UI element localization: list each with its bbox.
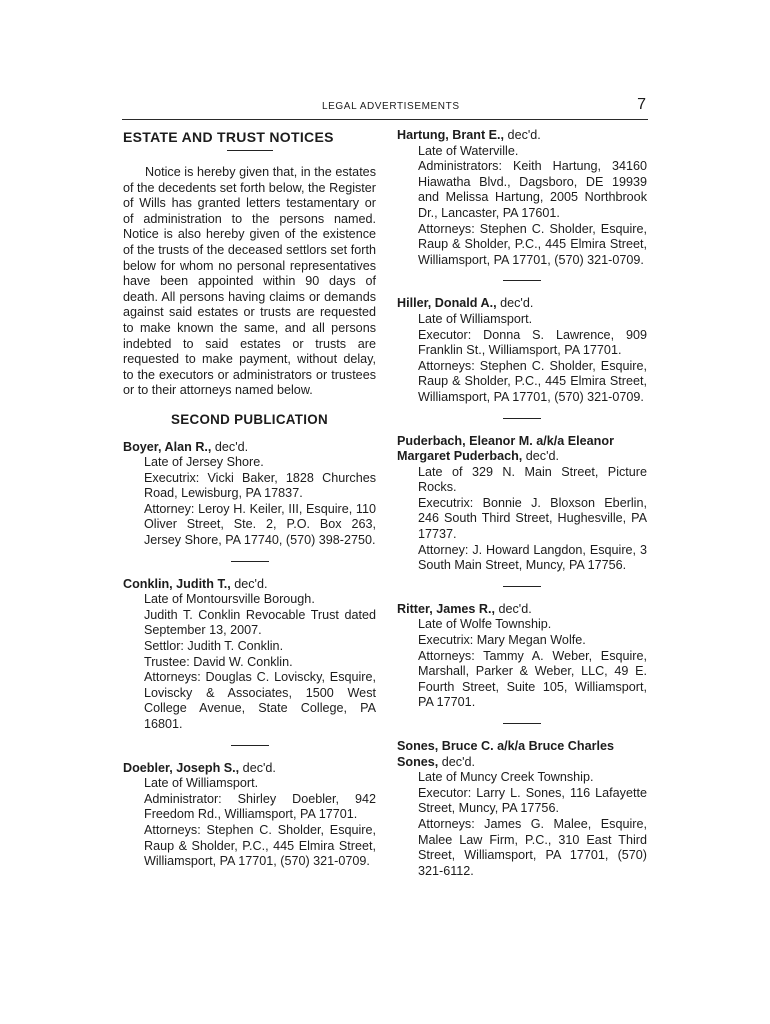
decedent-suffix: dec'd. xyxy=(230,576,268,591)
entry-divider xyxy=(503,280,541,281)
entry-detail: Attorneys: Stephen C. Sholder, Esquire, Raup & Sholder, P.C., 445 Elmira Street, Williamsport, PA 17701, (570) 321-0709. xyxy=(418,221,647,267)
entry-detail: Late of Williamsport. xyxy=(144,776,259,791)
entry-divider xyxy=(503,418,541,419)
entry-detail: Attorneys: Douglas C. Loviscky, Esquire, Loviscky & Associates, 1500 West College Avenue, State College, PA 16801. xyxy=(144,670,376,731)
decedent-line xyxy=(123,440,376,456)
right-entry-list xyxy=(397,128,647,879)
entry-detail: Executrix: Vicki Baker, 1828 Churches Road, Lewisburg, PA 17837. xyxy=(144,470,376,501)
entry-detail: Late of Williamsport. xyxy=(418,311,533,326)
decedent-suffix: dec'd. xyxy=(438,754,476,769)
decedent-name: Conklin, Judith T., xyxy=(123,576,231,591)
running-head: LEGAL ADVERTISEMENTS xyxy=(322,101,460,112)
entry-detail: Judith T. Conklin Revocable Trust dated September 13, 2007. xyxy=(144,607,376,638)
entry-detail: Late of Waterville. xyxy=(418,143,519,158)
decedent-name: Puderbach, Eleanor M. a/k/a Eleanor Margaret Puderbach, xyxy=(397,433,614,464)
decedent-name: Doebler, Joseph S., xyxy=(123,760,240,775)
left-column xyxy=(123,128,376,870)
decedent-suffix: dec'd. xyxy=(495,601,532,616)
title-divider xyxy=(227,150,273,151)
entry-detail: Attorney: J. Howard Langdon, Esquire, 3 South Main Street, Muncy, PA 17756. xyxy=(418,542,647,573)
entry-detail: Administrators: Keith Hartung, 34160 Hiawatha Blvd., Dagsboro, DE 19939 and Melissa Hartung, 2005 Northbrook Dr., Lancaster, PA 17601. xyxy=(418,159,647,220)
entry-detail: Executor: Larry L. Sones, 116 Lafayette Street, Muncy, PA 17756. xyxy=(418,785,647,816)
decedent-name: Ritter, James R., xyxy=(397,601,495,616)
decedent-suffix: dec'd. xyxy=(504,128,541,142)
estate-entry xyxy=(397,296,647,405)
estate-entry xyxy=(397,602,647,711)
publication-heading: SECOND PUBLICATION xyxy=(171,411,328,427)
estate-entry xyxy=(397,739,647,879)
decedent-suffix: dec'd. xyxy=(522,449,559,464)
entry-detail: Attorneys: Stephen C. Sholder, Esquire, Raup & Sholder, P.C., 445 Elmira Street, Williamsport, PA 17701, (570) 321-0709. xyxy=(418,358,647,404)
decedent-name: Hiller, Donald A., xyxy=(397,296,497,311)
decedent-line xyxy=(397,296,647,312)
entry-detail: Executrix: Mary Megan Wolfe. xyxy=(418,633,586,648)
estate-entry xyxy=(397,128,647,268)
decedent-line xyxy=(123,577,376,593)
notice-intro: Notice is hereby given that, in the estates of the decedents set forth below, the Register of Wills has granted letters testamentary or of administration to the persons named. Notice is also hereby given of the existence of the trusts of the deceased settlors set forth below for whom no personal representatives have been appointed within 90 days of death. All persons having claims or demands against said estates or trusts are requested to make known the same, and all persons indebted to said estates or trusts are requested to make payment, without delay, to the executors or administrators or trustees or to their attorneys named below. xyxy=(123,165,376,398)
section-title: ESTATE AND TRUST NOTICES xyxy=(123,129,334,145)
decedent-line xyxy=(123,761,376,777)
decedent-name: Sones, Bruce C. a/k/a Bruce Charles Sones, xyxy=(397,739,614,769)
entry-detail: Administrator: Shirley Doebler, 942 Freedom Rd., Williamsport, PA 17701. xyxy=(144,791,376,822)
entry-detail: Settlor: Judith T. Conklin. xyxy=(144,639,284,654)
entry-detail: Executor: Donna S. Lawrence, 909 Franklin St., Williamsport, PA 17701. xyxy=(418,327,647,358)
decedent-suffix: dec'd. xyxy=(211,439,249,454)
page-number: 7 xyxy=(637,96,646,113)
decedent-suffix: dec'd. xyxy=(496,296,534,311)
header-divider xyxy=(122,119,648,120)
entry-detail: Late of Muncy Creek Township. xyxy=(418,770,594,785)
entry-detail: Attorneys: Tammy A. Weber, Esquire, Marshall, Parker & Weber, LLC, 49 E. Fourth Street, Suite 105, Williamsport, PA 17701. xyxy=(418,648,647,710)
entry-detail: Late of Wolfe Township. xyxy=(418,617,552,632)
estate-entry xyxy=(123,577,376,733)
entry-detail: Late of Montoursville Borough. xyxy=(144,592,315,607)
estate-entry xyxy=(397,434,647,574)
decedent-suffix: dec'd. xyxy=(239,760,276,775)
entry-divider xyxy=(231,561,269,562)
decedent-name: Hartung, Brant E., xyxy=(397,128,505,142)
entry-detail: Trustee: David W. Conklin. xyxy=(144,654,293,669)
entry-detail: Attorneys: Stephen C. Sholder, Esquire, Raup & Sholder, P.C., 445 Elmira Street, Williamsport, PA 17701, (570) 321-0709. xyxy=(144,822,376,869)
decedent-line xyxy=(397,739,647,770)
entry-divider xyxy=(503,586,541,587)
left-entry-list xyxy=(123,440,376,870)
decedent-line xyxy=(397,434,647,465)
decedent-line xyxy=(397,602,647,618)
right-column xyxy=(397,128,647,879)
entry-divider xyxy=(503,723,541,724)
decedent-name: Boyer, Alan R., xyxy=(123,439,212,454)
entry-detail: Attorney: Leroy H. Keiler, III, Esquire, 110 Oliver Street, Ste. 2, P.O. Box 263, Jersey Shore, PA 17740, (570) 398-2750. xyxy=(144,501,376,548)
decedent-line xyxy=(397,128,647,144)
page-header xyxy=(122,96,648,118)
entry-divider xyxy=(231,745,269,746)
entry-detail: Late of Jersey Shore. xyxy=(144,455,264,470)
entry-detail: Attorneys: James G. Malee, Esquire, Malee Law Firm, P.C., 310 East Third Street, Williamsport, PA 17701, (570) 321-6112. xyxy=(418,816,647,878)
entry-detail: Executrix: Bonnie J. Bloxson Eberlin, 246 South Third Street, Hughesville, PA 17737. xyxy=(418,495,647,542)
entry-detail: Late of 329 N. Main Street, Picture Rocks. xyxy=(418,464,647,495)
estate-entry xyxy=(123,761,376,870)
estate-entry xyxy=(123,440,376,549)
